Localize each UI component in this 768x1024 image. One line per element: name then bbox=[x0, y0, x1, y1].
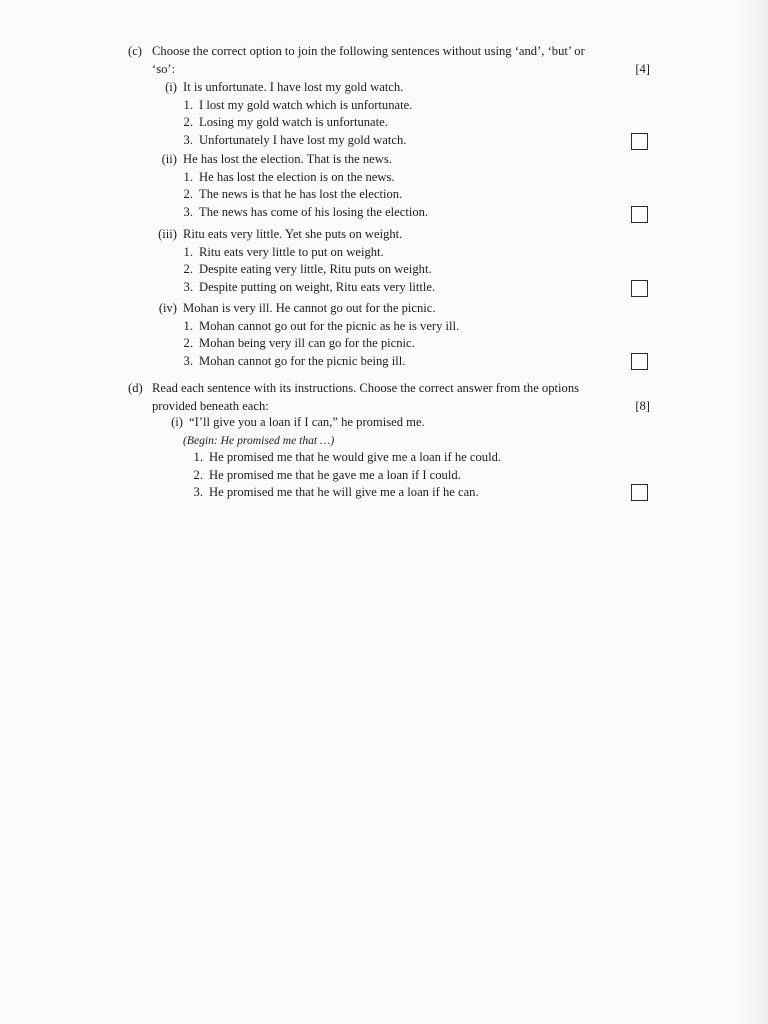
answer-box-c-iv[interactable] bbox=[631, 353, 648, 370]
option-number: 1. bbox=[183, 169, 193, 184]
option-row bbox=[177, 169, 650, 187]
section-c-header bbox=[128, 43, 650, 78]
question-number: (ii) bbox=[161, 152, 177, 166]
section-c-label: (c) bbox=[128, 44, 142, 58]
question-number: (i) bbox=[165, 80, 177, 94]
option-number: 3. bbox=[183, 132, 193, 147]
option-row bbox=[177, 244, 650, 262]
option-number: 1. bbox=[183, 318, 193, 333]
question-text: “I’ll give you a loan if I can,” he promised me. bbox=[189, 415, 425, 429]
answer-box-d-i[interactable] bbox=[631, 484, 648, 501]
question-text: Ritu eats very little. Yet she puts on weight. bbox=[183, 227, 403, 241]
section-d-label: (d) bbox=[128, 381, 143, 395]
option-text: Mohan cannot go for the picnic being ill. bbox=[199, 353, 406, 368]
section-d-instruction-line2: provided beneath each: bbox=[152, 398, 269, 413]
option-text: Losing my gold watch is unfortunate. bbox=[199, 115, 388, 130]
option-row bbox=[177, 97, 650, 115]
option-text: He has lost the election is on the news. bbox=[199, 169, 395, 184]
option-number: 1. bbox=[183, 244, 193, 259]
section-d-instruction-line1: Read each sentence with its instructions. Choose the correct answer from the options bbox=[152, 381, 580, 395]
page-edge-shadow bbox=[738, 0, 768, 1024]
section-d-header bbox=[128, 380, 650, 415]
option-number: 2. bbox=[183, 187, 193, 202]
option-text: The news is that he has lost the election. bbox=[199, 187, 403, 202]
option-row bbox=[177, 261, 650, 279]
answer-box-c-ii[interactable] bbox=[631, 206, 648, 223]
option-number: 2. bbox=[193, 467, 203, 482]
option-row bbox=[177, 279, 650, 297]
option-number: 2. bbox=[183, 115, 193, 130]
option-text: Mohan being very ill can go for the picnic. bbox=[199, 336, 415, 351]
option-row bbox=[177, 335, 650, 353]
option-number: 3. bbox=[183, 353, 193, 368]
option-number: 3. bbox=[193, 485, 203, 500]
option-number: 2. bbox=[183, 262, 193, 277]
question-number: (i) bbox=[171, 415, 183, 429]
option-text: He promised me that he would give me a loan if he could. bbox=[209, 450, 502, 465]
option-number: 3. bbox=[183, 204, 193, 219]
option-text: He promised me that he will give me a loan if he can. bbox=[209, 485, 479, 500]
section-c-instruction-line2-row bbox=[152, 61, 650, 79]
option-number: 1. bbox=[193, 450, 203, 465]
option-text: Mohan cannot go out for the picnic as he is very ill. bbox=[199, 318, 460, 333]
option-number: 1. bbox=[183, 97, 193, 112]
option-number: 2. bbox=[183, 336, 193, 351]
question-text: He has lost the election. That is the news. bbox=[183, 152, 392, 166]
question-d-i bbox=[160, 414, 660, 502]
option-text: He promised me that he gave me a loan if I could. bbox=[209, 467, 461, 482]
section-c-instruction-line1: Choose the correct option to join the following sentences without using ‘and’, ‘but’ or bbox=[152, 44, 585, 58]
section-c-marks: [4] bbox=[635, 61, 650, 76]
option-row bbox=[183, 467, 660, 485]
option-text: Despite putting on weight, Ritu eats very little. bbox=[199, 279, 436, 294]
option-row bbox=[177, 186, 650, 204]
question-text: It is unfortunate. I have lost my gold watch. bbox=[183, 80, 404, 94]
question-number: (iv) bbox=[158, 301, 177, 315]
option-text: Unfortunately I have lost my gold watch. bbox=[199, 132, 407, 147]
option-row bbox=[177, 204, 650, 222]
option-row bbox=[177, 353, 650, 371]
section-d-instruction-line2-row bbox=[152, 398, 650, 416]
question-text: Mohan is very ill. He cannot go out for the picnic. bbox=[183, 301, 436, 315]
question-number: (iii) bbox=[158, 227, 177, 241]
option-text: I lost my gold watch which is unfortunate. bbox=[199, 97, 413, 112]
option-text: The news has come of his losing the election. bbox=[199, 204, 429, 219]
option-row bbox=[177, 114, 650, 132]
option-row bbox=[183, 484, 660, 502]
question-c-ii bbox=[150, 151, 650, 221]
question-hint: (Begin: He promised me that …) bbox=[183, 433, 335, 447]
option-row bbox=[177, 132, 650, 150]
option-text: Ritu eats very little to put on weight. bbox=[199, 244, 384, 259]
option-text: Despite eating very little, Ritu puts on weight. bbox=[199, 262, 432, 277]
option-row bbox=[183, 449, 660, 467]
answer-box-c-iii[interactable] bbox=[631, 280, 648, 297]
section-d-marks: [8] bbox=[635, 398, 650, 413]
question-c-iv bbox=[150, 300, 650, 370]
option-number: 3. bbox=[183, 279, 193, 294]
section-c-instruction-line2: ‘so’: bbox=[152, 61, 176, 76]
question-c-iii bbox=[150, 226, 650, 296]
question-c-i bbox=[150, 79, 650, 149]
answer-box-c-i[interactable] bbox=[631, 133, 648, 150]
option-row bbox=[177, 318, 650, 336]
